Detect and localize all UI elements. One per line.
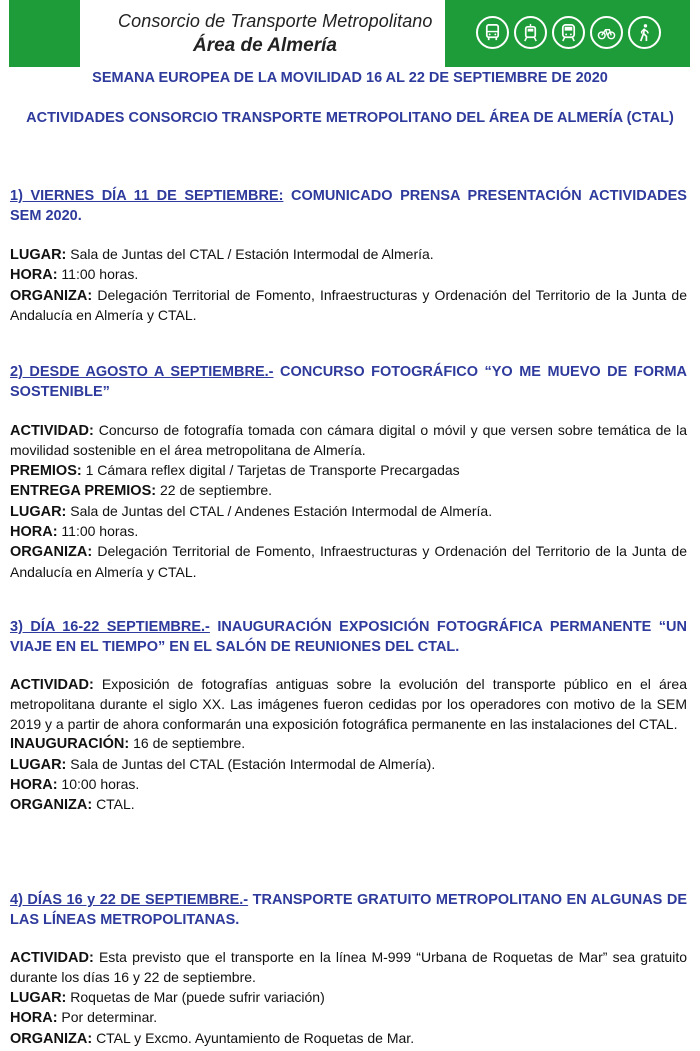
detail-row <box>10 1008 687 1028</box>
detail-value: Sala de Juntas del CTAL (Estación Intermodal de Almería). <box>70 755 436 772</box>
detail-row <box>10 265 687 285</box>
detail-label: HORA: <box>10 1010 58 1027</box>
detail-row <box>10 461 687 481</box>
detail-value: Delegación Territorial de Fomento, Infraestructuras y Ordenación del Territorio de la Junta de Andalucía en Almería y CTAL. <box>10 286 688 324</box>
detail-value: Esta previsto que el transporte en la línea M-999 “Urbana de Roquetas de Mar” sea gratuito durante los días 16 y 22 de septiembre. <box>10 949 688 986</box>
detail-label: LUGAR: <box>10 756 67 773</box>
section-heading <box>10 617 687 657</box>
detail-label: ACTIVIDAD: <box>10 423 94 439</box>
section-title: COMUNICADO PRENSA PRESENTACIÓN ACTIVIDADES SEM 2020. <box>10 188 687 224</box>
detail-label: PREMIOS: <box>10 462 82 479</box>
detail-value: Roquetas de Mar (puede sufrir variación) <box>70 988 325 1005</box>
org-name: Consorcio de Transporte Metropolitano <box>118 11 433 31</box>
org-area: Área de Almería <box>193 35 337 56</box>
detail-label: LUGAR: <box>10 503 67 520</box>
detail-value: CTAL y Excmo. Ayuntamiento de Roquetas de Mar. <box>96 1029 415 1046</box>
detail-row <box>10 675 687 734</box>
detail-row <box>10 734 687 754</box>
detail-row <box>10 775 687 795</box>
detail-label: LUGAR: <box>10 247 67 263</box>
activity-section-4 <box>10 890 687 1049</box>
section-details <box>10 948 687 1049</box>
detail-row <box>10 286 687 326</box>
detail-value: Concurso de fotografía tomada con cámara digital o móvil y que versen sobre temática de la movilidad sostenible en el área metropolitana de Almería. <box>10 422 688 459</box>
detail-value: 22 de septiembre. <box>159 482 273 499</box>
detail-value: 16 de septiembre. <box>133 735 246 752</box>
detail-value: CTAL. <box>96 796 135 813</box>
section-heading <box>10 362 687 402</box>
section-heading <box>10 186 687 226</box>
pedestrian-icon <box>628 16 661 49</box>
detail-label: LUGAR: <box>10 989 67 1006</box>
detail-value: 10:00 horas. <box>61 776 140 793</box>
detail-label: HORA: <box>10 524 58 541</box>
detail-row <box>10 948 687 988</box>
bus-icon <box>476 16 509 49</box>
detail-row <box>10 1029 687 1049</box>
section-title: INAUGURACIÓN EXPOSICIÓN FOTOGRÁFICA PERMANENTE “UN VIAJE EN EL TIEMPO” EN EL SALÓN DE REUNIONES DEL CTAL. <box>10 619 687 655</box>
activity-section-1 <box>10 186 687 326</box>
section-date: 1) VIERNES DÍA 11 DE SEPTIEMBRE: <box>10 188 284 204</box>
detail-label: ACTIVIDAD: <box>10 950 94 966</box>
detail-row <box>10 795 687 815</box>
section-title: TRANSPORTE GRATUITO METROPOLITANO EN ALGUNAS DE LAS LÍNEAS METROPOLITANAS. <box>10 892 687 928</box>
detail-label: ORGANIZA: <box>10 544 93 561</box>
detail-label: ENTREGA PREMIOS: <box>10 483 157 500</box>
detail-row <box>10 421 687 461</box>
section-date: 3) DÍA 16-22 SEPTIEMBRE.- <box>10 619 210 635</box>
detail-label: ORGANIZA: <box>10 287 93 304</box>
activity-section-2 <box>10 362 687 582</box>
train-icon <box>552 16 585 49</box>
detail-value: Sala de Juntas del CTAL / Estación Intermodal de Almería. <box>70 246 434 262</box>
transport-icons <box>476 16 661 49</box>
detail-row <box>10 502 687 522</box>
document-subtitle: ACTIVIDADES CONSORCIO TRANSPORTE METROPOLITANO DEL ÁREA DE ALMERÍA (CTAL) <box>26 110 674 126</box>
detail-label: ORGANIZA: <box>10 797 93 814</box>
detail-label: HORA: <box>10 267 58 284</box>
section-heading <box>10 890 687 930</box>
tram-icon <box>514 16 547 49</box>
section-details <box>10 421 687 582</box>
header <box>0 0 700 68</box>
section-details <box>10 245 687 326</box>
detail-row <box>10 988 687 1008</box>
detail-value: Exposición de fotografías antiguas sobre la evolución del transporte público en el área metropolitana durante el siglo XX. Las imágenes fueron cedidas por los operadores con motivo de la SEM 2019 y a partir de ahora conformarán una exposición fotográfica permanente en las instalaciones del CTAL. <box>10 676 687 732</box>
detail-value: Sala de Juntas del CTAL / Andenes Estación Intermodal de Almería. <box>70 502 493 519</box>
detail-row <box>10 245 687 265</box>
detail-label: ACTIVIDAD: <box>10 677 94 693</box>
section-date: 4) DÍAS 16 y 22 DE SEPTIEMBRE.- <box>10 892 249 908</box>
detail-row <box>10 755 687 775</box>
brand-green-block-left <box>9 0 80 67</box>
detail-value: Delegación Territorial de Fomento, Infraestructuras y Ordenación del Territorio de la Junta de Andalucía en Almería y CTAL. <box>10 543 688 580</box>
detail-value: Por determinar. <box>61 1009 158 1026</box>
detail-row <box>10 522 687 542</box>
bicycle-icon <box>590 16 623 49</box>
section-title: CONCURSO FOTOGRÁFICO “YO ME MUEVO DE FORMA SOSTENIBLE” <box>10 364 688 400</box>
detail-label: HORA: <box>10 777 58 794</box>
detail-value: 11:00 horas. <box>61 266 139 283</box>
detail-row <box>10 542 687 582</box>
section-date: 2) DESDE AGOSTO A SEPTIEMBRE.- <box>10 364 274 380</box>
detail-label: ORGANIZA: <box>10 1030 93 1047</box>
detail-value: 1 Cámara reflex digital / Tarjetas de Transporte Precargadas <box>85 461 460 478</box>
document-title: SEMANA EUROPEA DE LA MOVILIDAD 16 AL 22 DE SEPTIEMBRE DE 2020 <box>92 70 608 86</box>
detail-value: 11:00 horas. <box>61 523 139 540</box>
activity-section-3 <box>10 617 687 816</box>
detail-label: INAUGURACIÓN: <box>10 736 130 753</box>
detail-row <box>10 481 687 501</box>
section-details <box>10 675 687 816</box>
